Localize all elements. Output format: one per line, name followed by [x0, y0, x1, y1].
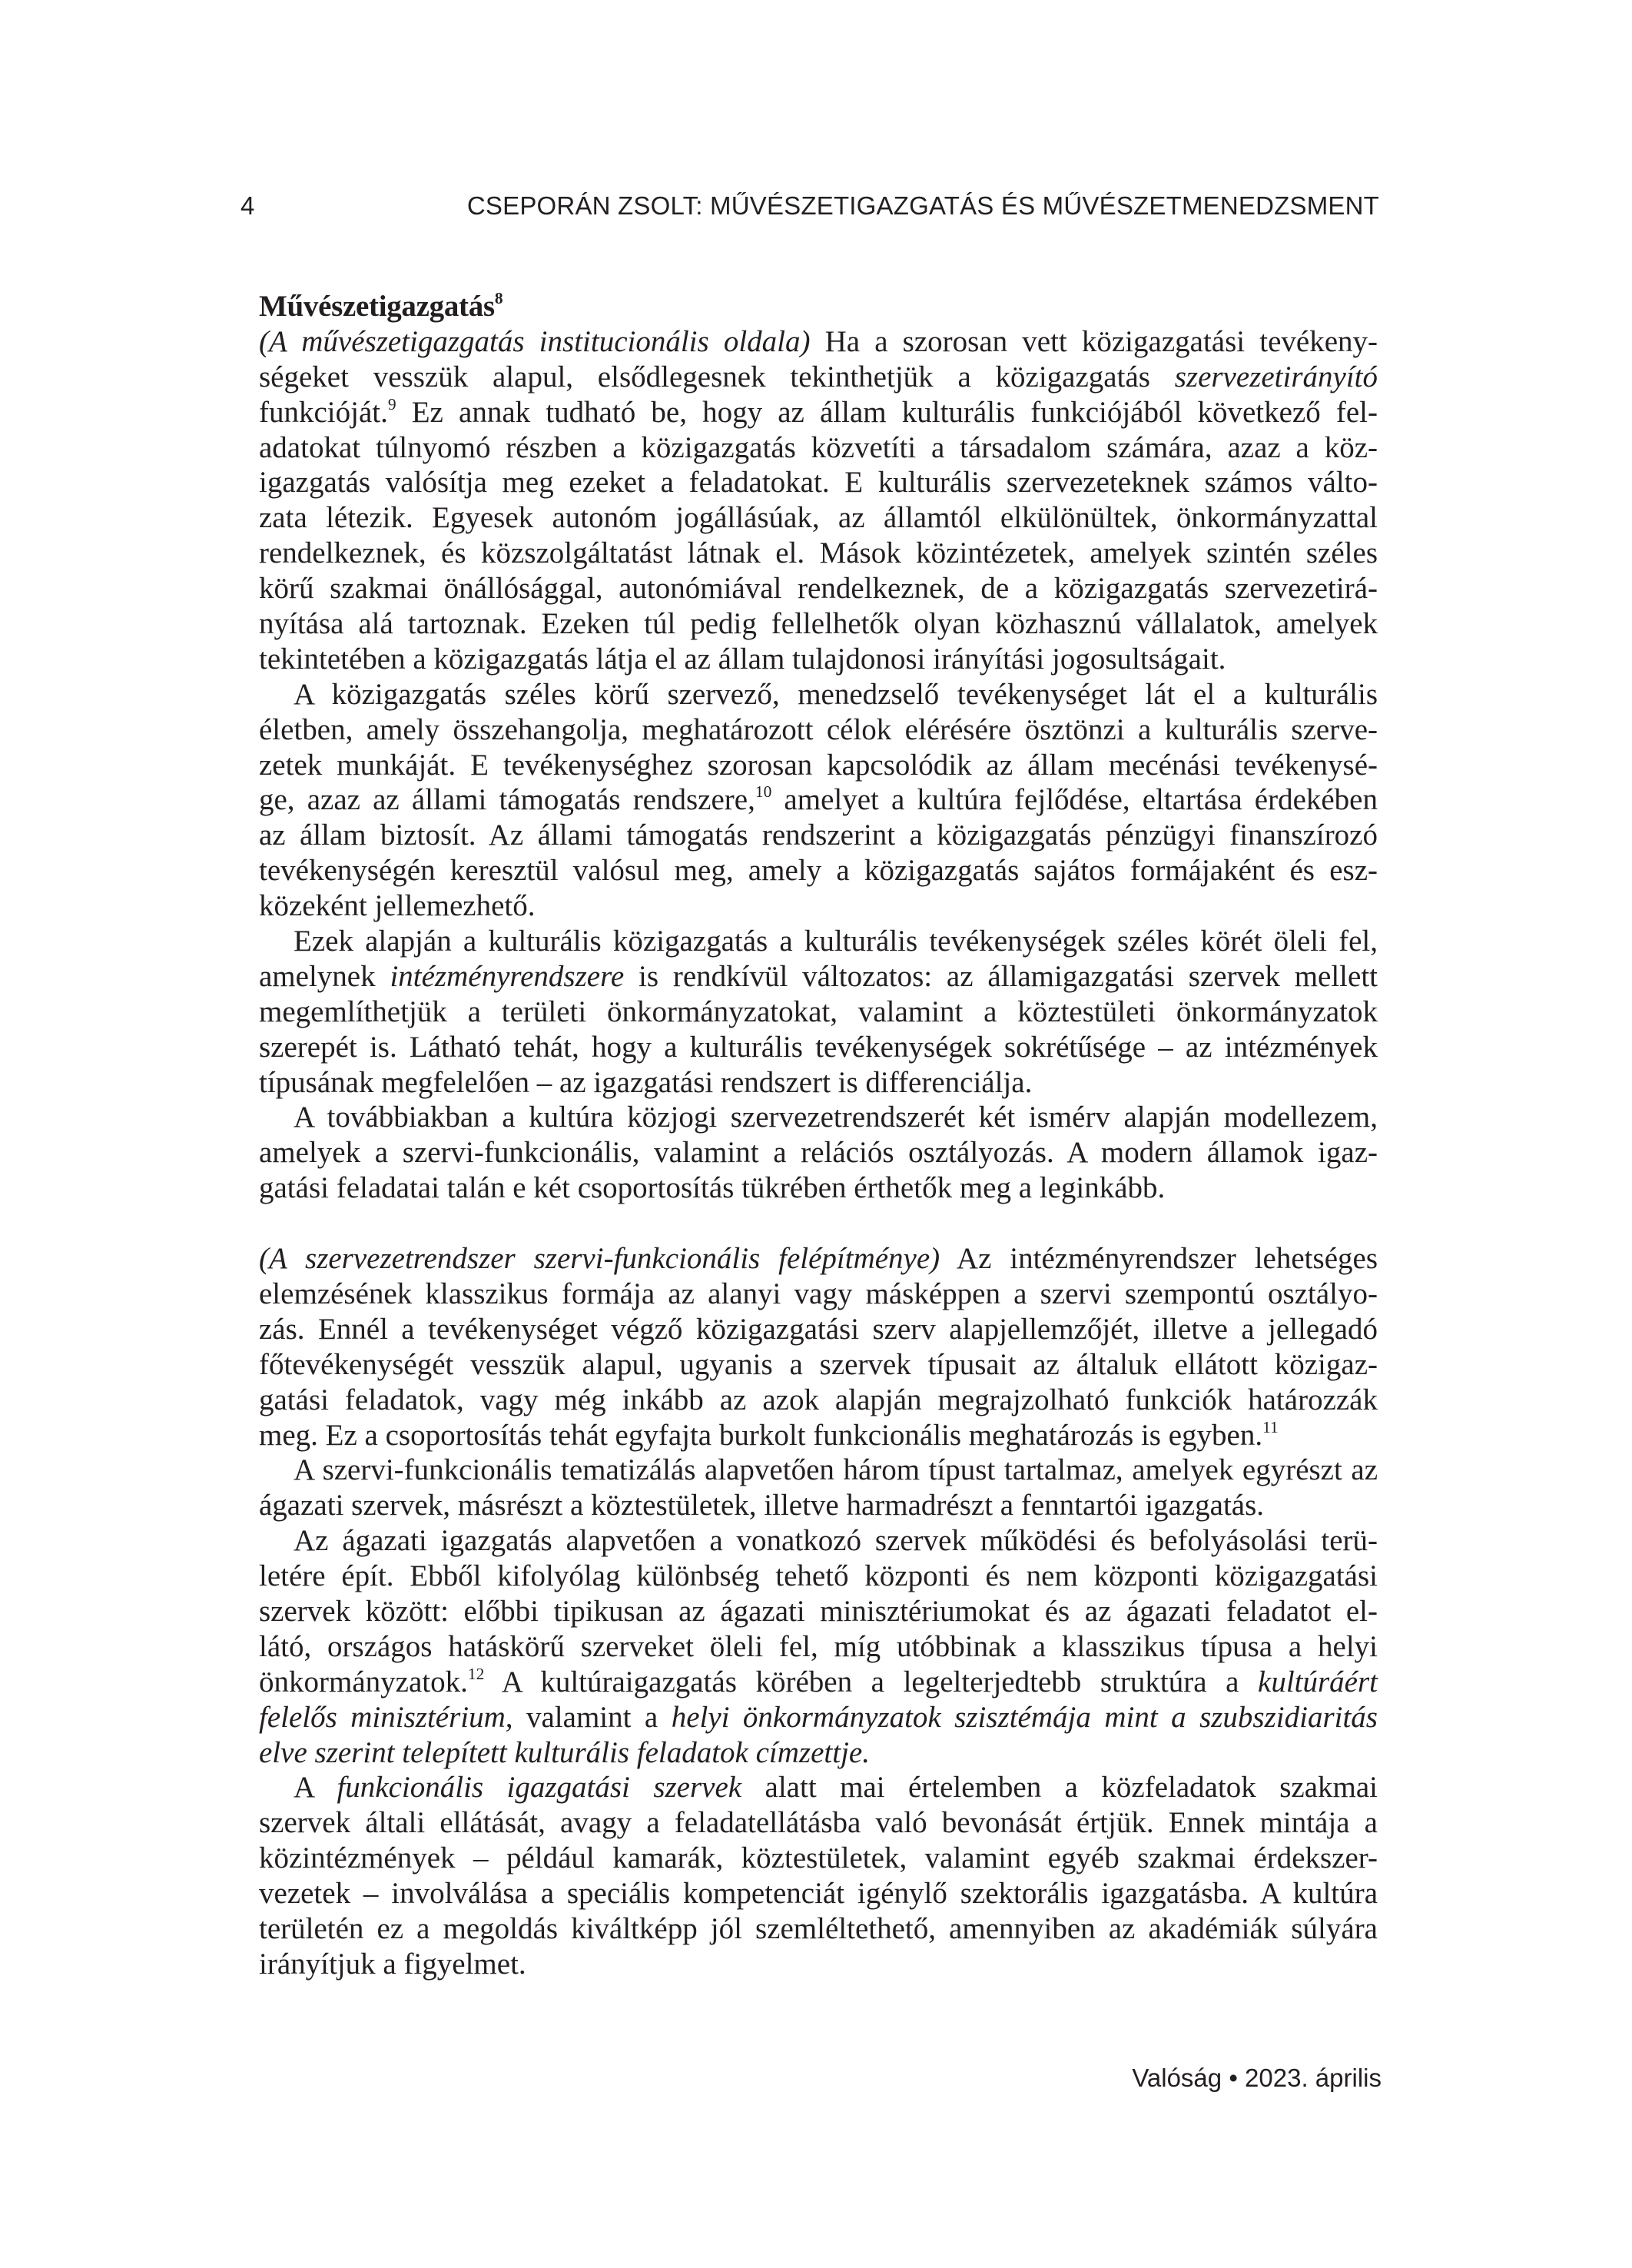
text-line: gatási feladatok, vagy még inkább az azok alapján megrajzolható funkciók határozzák: [259, 1383, 1378, 1416]
article-body: [259, 289, 1378, 1982]
line-text: Ha a szorosan vett közigazgatási tevékeny-: [810, 324, 1378, 358]
running-title: CSEPORÁN ZSOLT: MŰVÉSZETIGAZGATÁS ÉS MŰVÉSZETMENEDZSMENT: [466, 191, 1379, 220]
text-line: zata létezik. Egyesek autonóm jogállásúak, az államtól elkülönültek, önkormányzattal: [259, 501, 1378, 535]
paragraph: [259, 1770, 1378, 1981]
text-line: tevékenységén keresztül valósul meg, amely a közigazgatás sajátos formájaként és esz-: [259, 854, 1378, 888]
line-text: valamint a: [512, 1700, 672, 1734]
text-line: vezetek – involválása a speciális kompetenciát igénylő szektorális igazgatásba. A kultúra: [259, 1877, 1378, 1911]
running-footer: [1132, 2063, 1382, 2094]
footnote-ref[interactable]: 11: [1262, 1417, 1279, 1436]
text-line: [259, 1241, 1378, 1277]
journal-name: Valóság: [1132, 2064, 1222, 2092]
text-line: A szervi-funkcionális tematizálás alapvetően három típust tartalmaz, amelyek egyrészt az: [294, 1453, 1378, 1487]
text-line: szervek között: előbbi tipikusan az ágazati minisztériumokat és az ágazati feladatot el-: [259, 1594, 1378, 1628]
emphasis: helyi önkormányzatok szisztémája mint a szubszidiaritás: [671, 1700, 1378, 1734]
page-number: 4: [240, 191, 255, 220]
footnote-ref[interactable]: 10: [755, 782, 772, 802]
emphasis: intézményrendszere: [390, 959, 625, 993]
bullet-separator: •: [1229, 2064, 1238, 2092]
run-in-heading: (A szervezetrendszer szervi-funkcionális felépítménye): [259, 1242, 940, 1276]
text-line: területén ez a megoldás kiváltképp jól szemléltethető, amennyiben az akadémiák súlyára: [259, 1911, 1378, 1945]
line-text: alatt mai értelemben a közfeladatok szakmai: [741, 1771, 1378, 1805]
line-text: funkcióját.: [259, 395, 388, 429]
emphasis: elve szerint telepített kulturális feladatok címzettje.: [259, 1735, 870, 1769]
paragraph: [259, 1523, 1378, 1770]
text-line: letére épít. Ebből kifolyólag különbség tehető központi és nem központi közigazgatási: [259, 1559, 1378, 1593]
text-line: ágazati szervek, másrészt a köztestületek, illetve harmadrészt a fenntartói igazgatás.: [259, 1489, 1265, 1523]
text-line: tekintetében a közigazgatás látja el az állam tulajdonosi irányítási jogosultságait.: [259, 642, 1226, 676]
footnote-ref[interactable]: 8: [494, 288, 503, 307]
text-line: Az ágazati igazgatás alapvetően a vonatkozó szervek működési és befolyásolási terü-: [294, 1524, 1378, 1558]
text-line: rendelkeznek, és közszolgáltatást látnak el. Mások közintézetek, amelyek szintén széles: [259, 536, 1378, 570]
section-heading: [259, 289, 1378, 324]
line-text: amelyet a kultúra fejlődése, eltartása érdekében: [771, 783, 1378, 817]
text-line: közeként jellemezhető.: [259, 889, 536, 923]
text-line: típusának megfelelően – az igazgatási rendszert is differenciálja.: [259, 1065, 1033, 1099]
paragraph: [259, 324, 1378, 677]
text-line: [259, 1418, 1378, 1453]
line-text: Az intézményrendszer lehetséges: [940, 1242, 1378, 1276]
text-line: [259, 324, 1378, 360]
text-line: elemzésének klasszikus formája az alanyi vagy másképpen a szervi szempontú osztályo-: [259, 1277, 1378, 1310]
text-line: zás. Ennél a tevékenységet végző közigazgatási szerv alapjellemzőjét, illetve a jellegadó: [259, 1312, 1378, 1346]
text-line: [259, 1700, 1378, 1735]
line-text: meg. Ez a csoportosítás tehát egyfajta burkolt funkcionális meghatározás is egyben.: [259, 1418, 1263, 1452]
text-line: látó, országos hatáskörű szerveket öleli fel, míg utóbbinak a klasszikus típusa a helyi: [259, 1629, 1378, 1663]
line-text: ségeket vesszük alapul, elsődlegesnek tekinthetjük a közigazgatás: [259, 360, 1175, 393]
text-line: gatási feladatai talán e két csoportosítás tükrében érthetők meg a leginkább.: [259, 1171, 1166, 1205]
line-text: Ez annak tudható be, hogy az állam kulturális funkciójából következő fel-: [396, 395, 1378, 429]
line-text: ge, azaz az állami támogatás rendszere,: [259, 783, 755, 817]
text-line: A továbbiakban a kultúra közjogi szervezetrendszerét két ismérv alapján modellezem,: [294, 1101, 1378, 1134]
line-text: A kultúraigazgatás körében a legelterjedtebb struktúra a: [484, 1665, 1259, 1699]
paragraph: [259, 924, 1378, 1100]
section-heading-text: Művészetigazgatás: [259, 290, 495, 323]
text-line: megemlíthetjük a területi önkormányzatokat, valamint a köztestületi önkormányzatok: [259, 995, 1378, 1028]
emphasis: szervezetirányító: [1174, 360, 1378, 393]
running-header: [240, 191, 1379, 221]
text-line: főtevékenységét vesszük alapul, ugyanis a szervek típusait az általuk ellátott közigaz-: [259, 1347, 1378, 1381]
text-line: zetek munkáját. E tevékenységhez szorosan kapcsolódik az állam mecénási tevékenysé-: [259, 748, 1378, 782]
text-line: körű szakmai önállósággal, autonómiával rendelkeznek, de a közigazgatás szervezetirá-: [259, 572, 1378, 606]
text-line: [259, 782, 1378, 818]
text-line: amelyek a szervi-funkcionális, valamint a relációs osztályozás. A modern államok igaz-: [259, 1136, 1378, 1170]
emphasis: kultúráért: [1258, 1665, 1378, 1699]
footnote-ref[interactable]: 9: [387, 394, 396, 413]
text-line: szerepét is. Látható tehát, hogy a kulturális tevékenységek sokrétűsége – az intézmények: [259, 1030, 1378, 1064]
text-line: [259, 1770, 1378, 1805]
text-line: adatokat túlnyomó részben a közigazgatás közvetíti a társadalom számára, azaz a köz-: [259, 430, 1378, 464]
line-text: A: [294, 1771, 337, 1805]
text-line: életben, amely összehangolja, meghatározott célok elérésére ösztönzi a kulturális szerve-: [259, 712, 1378, 746]
text-line: [259, 360, 1378, 395]
section-spacer: [259, 1206, 1378, 1241]
text-line: közintézmények – például kamarák, köztestületek, valamint egyéb szakmai érdekszer-: [259, 1841, 1378, 1875]
text-line: [259, 1735, 1378, 1771]
text-line: Ezek alapján a kulturális közigazgatás a kulturális tevékenységek széles körét öleli fel,: [294, 925, 1378, 958]
text-line: A közigazgatás széles körű szervező, menedzselő tevékenységet lát el a kulturális: [294, 677, 1378, 711]
text-line: az állam biztosít. Az állami támogatás rendszerint a közigazgatás pénzügyi finanszírozó: [259, 819, 1378, 852]
text-line: [259, 395, 1378, 430]
emphasis: felelős minisztérium,: [259, 1700, 513, 1734]
text-line: szervek általi ellátását, avagy a feladatellátásba való bevonását értjük. Ennek mintája a: [259, 1806, 1378, 1840]
text-line: nyítása alá tartoznak. Ezeken túl pedig fellelhetők olyan közhasznú vállalatok, amelyek: [259, 607, 1378, 641]
paragraph: [259, 1453, 1378, 1523]
text-line: igazgatás valósítja meg ezeket a feladatokat. E kulturális szervezeteknek számos válto-: [259, 466, 1378, 500]
text-line: irányítjuk a figyelmet.: [259, 1947, 526, 1981]
text-line: [259, 959, 1378, 995]
paragraph: [259, 1100, 1378, 1206]
line-text: önkormányzatok.: [259, 1665, 468, 1699]
footnote-ref[interactable]: 12: [467, 1664, 485, 1683]
text-line: [259, 1665, 1378, 1700]
issue-date: 2023. április: [1245, 2064, 1382, 2092]
emphasis: funkcionális igazgatási szervek: [337, 1771, 742, 1805]
line-text: is rendkívül változatos: az államigazgatási szervek mellett: [624, 959, 1378, 993]
paragraph: [259, 677, 1378, 924]
paragraph: [259, 1241, 1378, 1453]
run-in-heading: (A művészetigazgatás institucionális oldala): [259, 324, 811, 358]
line-text: amelynek: [259, 959, 390, 993]
